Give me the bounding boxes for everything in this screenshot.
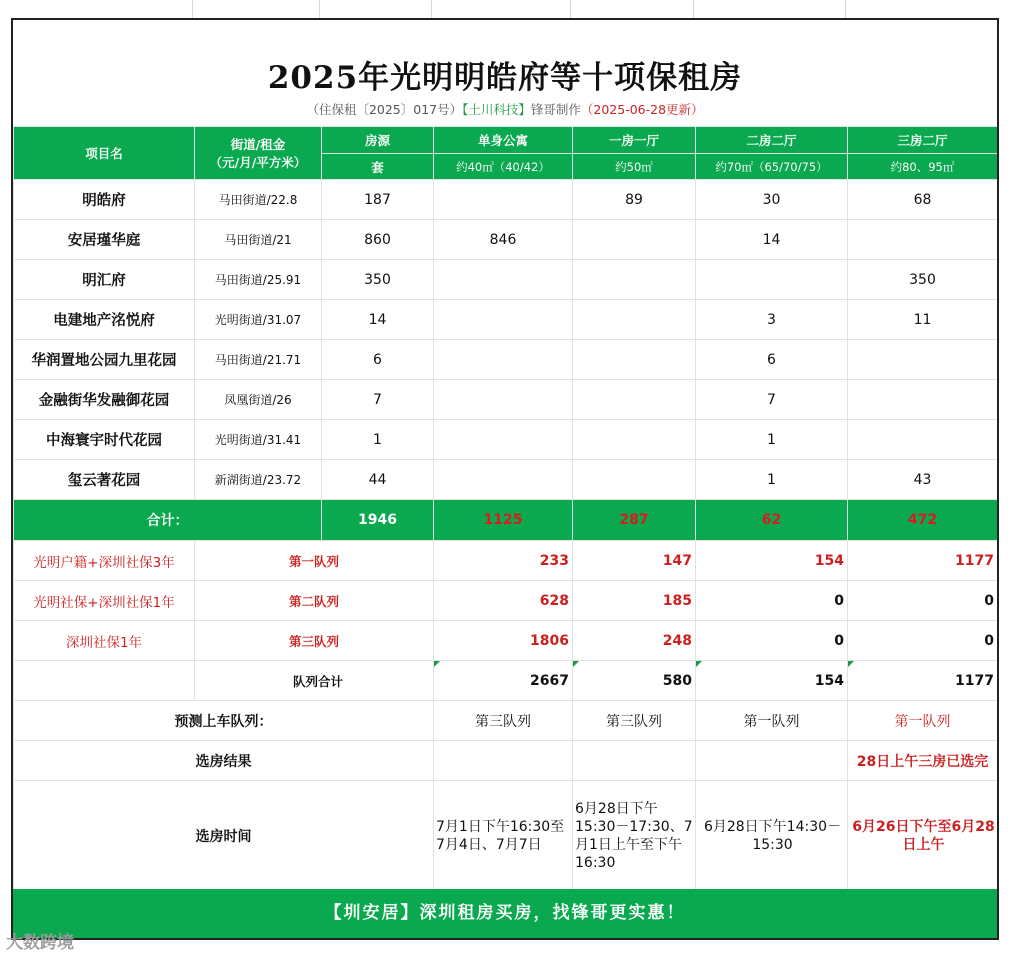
project-studio-count [434,180,573,220]
header-area-3br: 约80、95㎡ [848,154,998,180]
project-total: 350 [322,260,434,300]
prediction-1br: 第三队列 [573,701,696,741]
header-project: 项目名 [14,127,195,180]
header-supply-unit: 套 [322,154,434,180]
queue-studio: 628 [434,581,573,621]
project-street-rent: 光明街道/31.07 [195,300,322,340]
sum-total: 1946 [322,500,434,541]
spreadsheet-top-gridlines [0,0,1020,18]
watermark: 大数跨境 [6,933,74,953]
project-street-rent: 马田街道/21.71 [195,340,322,380]
queue-name: 第一队列 [195,541,434,581]
project-name: 玺云著花园 [14,460,195,500]
queue-2br: 0 [696,621,848,661]
project-1br-count [573,380,696,420]
project-studio-count [434,460,573,500]
header-area-studio: 约40㎡（40/42） [434,154,573,180]
queue-studio: 1806 [434,621,573,661]
project-total: 44 [322,460,434,500]
project-total: 14 [322,300,434,340]
queue-3br: 1177 [848,541,998,581]
queue-total-row [14,661,998,701]
sum-3br: 472 [848,500,998,541]
project-name: 华润置地公园九里花园 [14,340,195,380]
project-studio-count: 846 [434,220,573,260]
project-2br-count: 6 [696,340,848,380]
author-label: 锋哥制作 [530,102,581,117]
project-3br-count [848,340,998,380]
queue-total-1br [573,661,696,701]
queue-2br: 154 [696,541,848,581]
header-type-2br: 二房二厅 [696,127,848,154]
queue-eligibility: 深圳社保1年 [14,621,195,661]
queue-row [14,541,998,581]
project-name: 电建地产洺悦府 [14,300,195,340]
cell-comment-marker [696,661,702,667]
housing-table [13,126,998,892]
sum-1br: 287 [573,500,696,541]
prediction-3br: 第一队列 [848,701,998,741]
header-street-rent-label: 街道/租金 [230,137,286,152]
sum-2br: 62 [696,500,848,541]
project-3br-count: 11 [848,300,998,340]
project-1br-count: 89 [573,180,696,220]
result-3br: 28日上午三房已选完 [848,741,998,781]
header-type-3br: 三房二厅 [848,127,998,154]
doc-number: （住保租〔2025〕017号） [306,102,463,117]
queue-name: 第二队列 [195,581,434,621]
table-row [14,380,998,420]
project-2br-count: 14 [696,220,848,260]
project-total: 860 [322,220,434,260]
project-street-rent: 凤凰街道/26 [195,380,322,420]
project-2br-count: 3 [696,300,848,340]
cell-comment-marker [848,661,854,667]
table-row [14,460,998,500]
header-area-1br: 约50㎡ [573,154,696,180]
project-3br-count [848,220,998,260]
queue-total-3br [848,661,998,701]
project-name: 安居瑾华庭 [14,220,195,260]
header-type-1br: 一房一厅 [573,127,696,154]
result-1br [573,741,696,781]
queue-total-1br-value: 580 [662,672,692,689]
project-1br-count [573,300,696,340]
table-row [14,180,998,220]
project-1br-count [573,460,696,500]
queue-eligibility: 光明社保+深圳社保1年 [14,581,195,621]
queue-total-studio [434,661,573,701]
select-time-studio: 7月1日下午16:30至7月4日、7月7日 [434,781,573,892]
brand-label: 【土川科技】 [462,102,531,117]
project-studio-count [434,260,573,300]
queue-2br: 0 [696,581,848,621]
queue-3br: 0 [848,621,998,661]
project-street-rent: 新湖街道/23.72 [195,460,322,500]
project-2br-count: 1 [696,420,848,460]
header-type-studio: 单身公寓 [434,127,573,154]
table-row [14,300,998,340]
queue-total-2br [696,661,848,701]
select-time-3br: 6月26日下午至6月28日上午 [848,781,998,892]
result-studio [434,741,573,781]
cell-comment-marker [573,661,579,667]
project-1br-count [573,420,696,460]
project-name: 明皓府 [14,180,195,220]
table-row [14,420,998,460]
sum-row [14,500,998,541]
prediction-row [14,701,998,741]
queue-eligibility: 光明户籍+深圳社保3年 [14,541,195,581]
queue-1br: 147 [573,541,696,581]
project-name: 中海寰宇时代花园 [14,420,195,460]
select-time-1br: 6月28日下午15:30－17:30、7月1日上午至下午16:30 [573,781,696,892]
result-label: 选房结果 [14,741,434,781]
project-3br-count [848,380,998,420]
project-1br-count [573,340,696,380]
page-title: 2025年光明明皓府等十项保租房 [267,60,743,96]
footer-banner: 【圳安居】深圳租房买房，找锋哥更实惠！ [13,889,997,938]
project-2br-count [696,260,848,300]
project-studio-count [434,340,573,380]
queue-total-studio-value: 2667 [530,672,569,689]
project-total: 6 [322,340,434,380]
project-3br-count [848,420,998,460]
title-area [13,20,997,126]
project-name: 金融街华发融御花园 [14,380,195,420]
result-2br [696,741,848,781]
queue-studio: 233 [434,541,573,581]
project-total: 7 [322,380,434,420]
table-row [14,340,998,380]
project-studio-count [434,380,573,420]
prediction-studio: 第三队列 [434,701,573,741]
project-street-rent: 马田街道/21 [195,220,322,260]
prediction-2br: 第一队列 [696,701,848,741]
header-area-2br: 约70㎡（65/70/75） [696,154,848,180]
project-total: 187 [322,180,434,220]
queue-row [14,581,998,621]
queue-total-3br-value: 1177 [955,672,994,689]
project-3br-count: 43 [848,460,998,500]
table-row [14,220,998,260]
project-total: 1 [322,420,434,460]
queue-total-label: 队列合计 [195,661,434,701]
empty-cell [14,661,195,701]
project-street-rent: 马田街道/25.91 [195,260,322,300]
project-studio-count [434,300,573,340]
queue-1br: 248 [573,621,696,661]
queue-3br: 0 [848,581,998,621]
project-street-rent: 马田街道/22.8 [195,180,322,220]
header-street-rent-unit: （元/月/平方米） [209,155,307,170]
subtitle [13,100,997,118]
header-street-rent [195,127,322,180]
project-3br-count: 350 [848,260,998,300]
select-time-2br: 6月28日下午14:30－15:30 [696,781,848,892]
project-name: 明汇府 [14,260,195,300]
cell-comment-marker [434,661,440,667]
table-row [14,260,998,300]
prediction-label: 预测上车队列： [14,701,434,741]
result-row [14,741,998,781]
project-1br-count [573,220,696,260]
header-supply: 房源 [322,127,434,154]
queue-1br: 185 [573,581,696,621]
sum-studio: 1125 [434,500,573,541]
rental-summary-sheet [11,18,999,940]
queue-row [14,621,998,661]
select-time-row [14,781,998,892]
project-3br-count: 68 [848,180,998,220]
header-row-1 [14,127,998,154]
sum-label: 合计： [14,500,322,541]
project-2br-count: 7 [696,380,848,420]
queue-name: 第三队列 [195,621,434,661]
project-studio-count [434,420,573,460]
project-1br-count [573,260,696,300]
queue-total-2br-value: 154 [814,672,844,689]
project-2br-count: 30 [696,180,848,220]
project-2br-count: 1 [696,460,848,500]
project-street-rent: 光明街道/31.41 [195,420,322,460]
update-date: （2025-06-28更新） [580,102,704,117]
select-time-label: 选房时间 [14,781,434,892]
